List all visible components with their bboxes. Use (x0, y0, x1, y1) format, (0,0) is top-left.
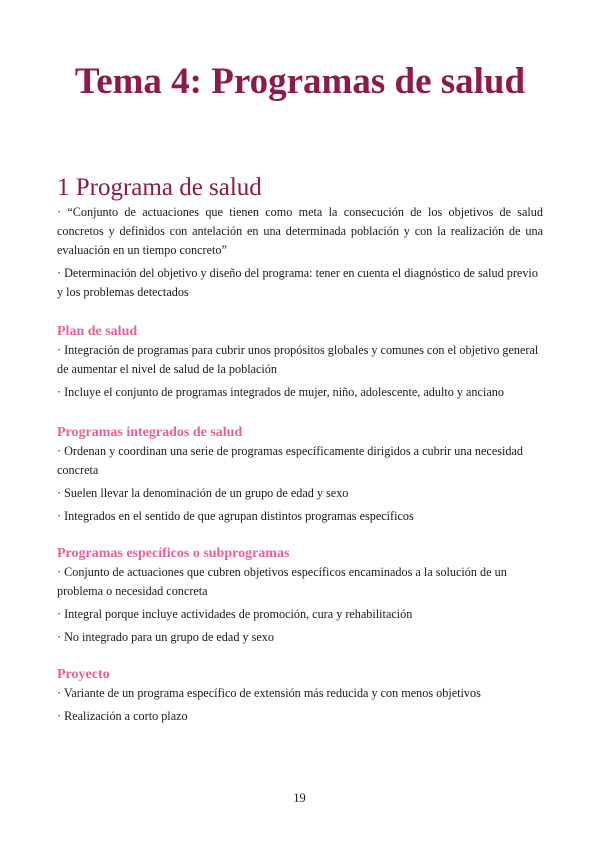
subsection-heading-programas-especificos: Programas específicos o subprogramas (57, 546, 290, 561)
list-item: · No integrado para un grupo de edad y sexo (57, 630, 274, 644)
list-item: · Incluye el conjunto de programas integrados de mujer, niño, adolescente, adulto y anciano (57, 385, 504, 399)
list-item: · Conjunto de actuaciones que cubren objetivos específicos encaminados a la solución de un problema o necesidad concreta (57, 565, 507, 598)
list-item: · Ordenan y coordinan una serie de programas específicamente dirigidos a cubrir una necesidad concreta (57, 444, 523, 477)
page-title: Tema 4: Programas de salud (74, 61, 526, 102)
subsection-body-proyecto (57, 684, 543, 730)
subsection-heading-plan-de-salud: Plan de salud (57, 324, 138, 339)
list-item: · Integración de programas para cubrir unos propósitos globales y comunes con el objetivo general de aumentar el nivel de salud de la población (57, 343, 539, 376)
subsection-body-programas-integrados (57, 442, 543, 530)
subsection-body-programas-especificos (57, 563, 543, 651)
list-item: · Realización a corto plazo (57, 709, 188, 723)
section-intro (57, 203, 543, 306)
subsection-body-plan-de-salud (57, 341, 543, 406)
subsection-heading-proyecto: Proyecto (57, 667, 110, 682)
list-item: · Suelen llevar la denominación de un grupo de edad y sexo (57, 486, 349, 500)
section-paragraph: · “Conjunto de actuaciones que tienen como meta la consecución de los objetivos de salud concretos y definidos con antelación en una determinada población y con la realización de una evaluación en un tiempo concreto” (57, 205, 543, 257)
section-paragraph: · Determinación del objetivo y diseño del programa: tener en cuenta el diagnóstico de salud previo y los problemas detectados (57, 266, 538, 299)
section-heading: 1 Programa de salud (57, 174, 262, 201)
subsection-heading-programas-integrados: Programas integrados de salud (57, 425, 243, 440)
list-item: · Integral porque incluye actividades de promoción, cura y rehabilitación (57, 607, 413, 621)
list-item: · Integrados en el sentido de que agrupan distintos programas específicos (57, 509, 414, 523)
list-item: · Variante de un programa específico de extensión más reducida y con menos objetivos (57, 686, 481, 700)
page-number: 19 (293, 791, 306, 805)
